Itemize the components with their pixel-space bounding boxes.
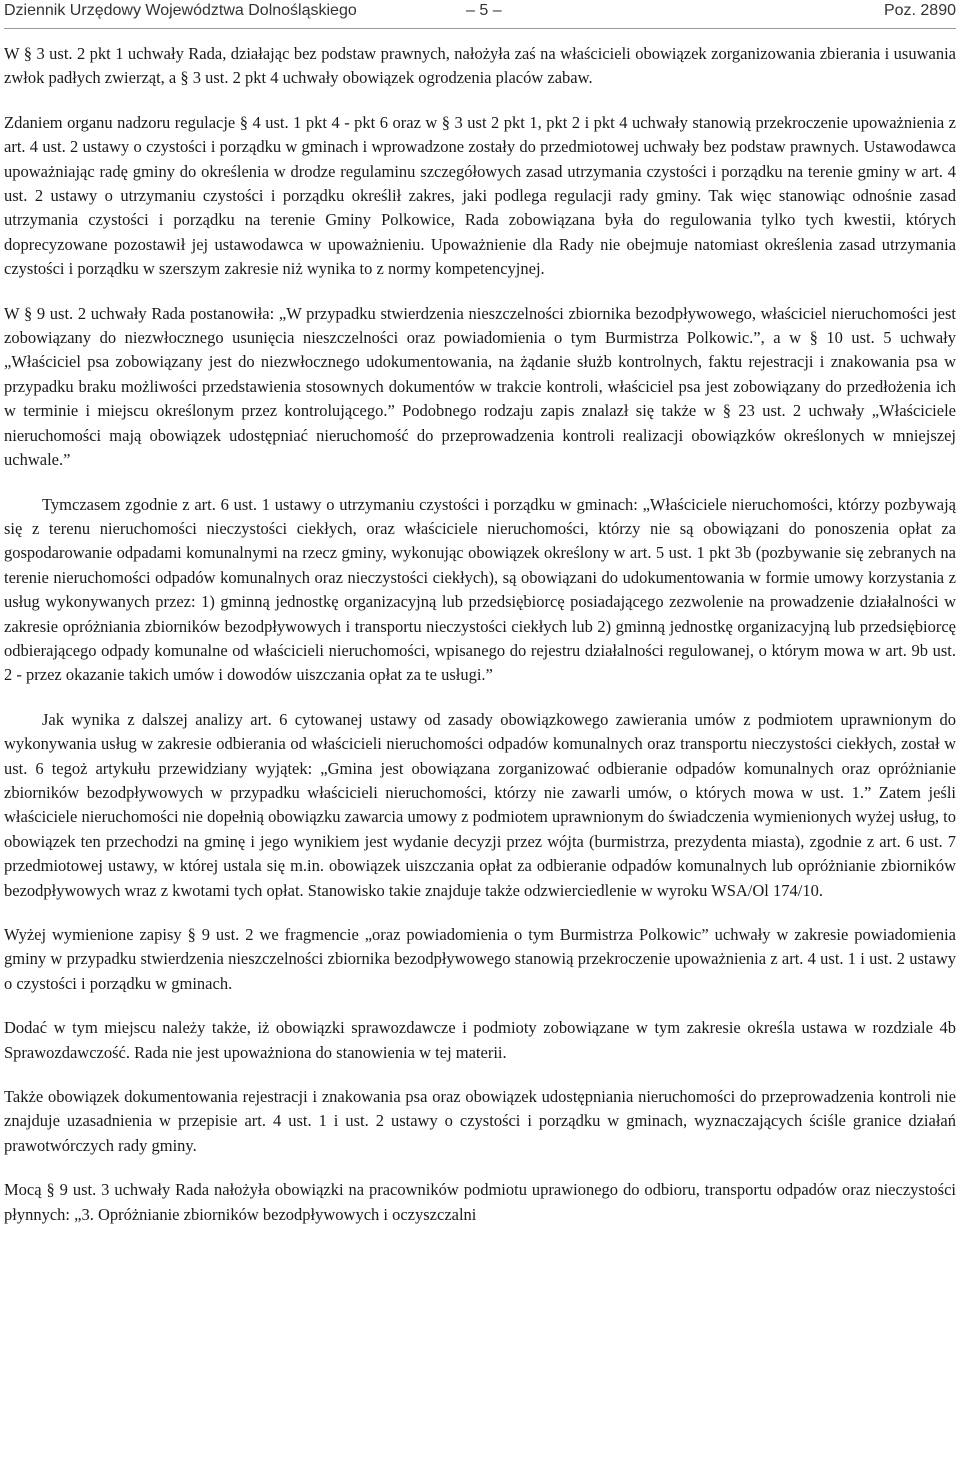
page-number: – 5 –: [466, 2, 502, 19]
paragraph: Mocą § 9 ust. 3 uchwały Rada nałożyła obowiązki na pracowników podmiotu uprawionego do odbioru, transportu odpadów oraz nieczystości płynnych: „3. Opróżnianie zbiorników bezodpływowych i oczyszczalni: [4, 1180, 956, 1224]
position-number: Poz. 2890: [883, 2, 956, 19]
paragraph: Wyżej wymienione zapisy § 9 ust. 2 we fragmencie „oraz powiadomienia o tym Burmistrza Polkowic” uchwały w zakresie powiadomienia gminy w przypadku stwierdzenia nieszczelności zbiornika bezodpływowego stanowią przekroczenie upoważnienia z art. 4 ust. 1 i ust. 2 ustawy o czystości i porządku w gminach.: [4, 925, 956, 993]
paragraph: W § 9 ust. 2 uchwały Rada postanowiła: „W przypadku stwierdzenia nieszczelności zbiornika bezodpływowego, właściciel nieruchomości jest zobowiązany do niezwłocznego usunięcia nieszczelności oraz powiadomienia o tym Burmistrza Polkowic.”, a w § 10 ust. 5 uchwały „Właściciel psa zobowiązany jest do niezwłocznego udokumentowania, na żądanie służb kontrolnych, faktu rejestracji i znakowania psa w przypadku braku możliwości przedstawienia stosownych dokumentów w trakcie kontroli, właściciel psa jest zobowiązany do przedłożenia ich w terminie i miejscu określonym przez kontrolującego.” Podobnego rodzaju zapis znalazł się także w § 23 ust. 2 uchwały „Właściciele nieruchomości mają obowiązek udostępniać nieruchomość do przeprowadzenia kontroli realizacji obowiązków określonych w mniejszej uchwale.”: [4, 303, 956, 470]
journal-title: Dziennik Urzędowy Województwa Dolnośląskiego: [4, 2, 357, 19]
paragraph: Jak wynika z dalszej analizy art. 6 cytowanej ustawy od zasady obowiązkowego zawierania umów z podmiotem uprawnionym do wykonywania usług w zakresie odbierania od właścicieli nieruchomości odpadów komunalnych oraz transportu nieczystości ciekłych, został w ust. 6 tegoż artykułu przewidziany wyjątek: „Gmina jest obowiązana zorganizować odbieranie odpadów komunalnych oraz opróżnianie zbiorników bezodpływowych w przypadku właścicieli nieruchomości, którzy nie zawarli umów, o których mowa w ust. 1.” Zatem jeśli właściciele nieruchomości nie dopełnią obowiązku zawarcia umowy z podmiotem uprawnionym do świadczenia wymienionych wyżej usług, to obowiązek ten przechodzi na gminę i jego wynikiem jest wydanie decyzji przez wójta (burmistrza, prezydenta miasta), zgodnie z art. 6 ust. 7 przedmiotowej ustawy, w której ustala się m.in. obowiązek uiszczania opłat za odbieranie odpadów komunalnych lub opróżnianie zbiorników bezodpływowych wraz z kwotami tych opłat. Stanowisko takie znajduje także odzwierciedlenie w wyroku WSA/Ol 174/10.: [4, 709, 956, 900]
document-body: [4, 42, 956, 1247]
paragraph: Zdaniem organu nadzoru regulacje § 4 ust. 1 pkt 4 - pkt 6 oraz w § 3 ust 2 pkt 1, pkt 2 i pkt 4 uchwały stanowią przekroczenie upoważnienia z art. 4 ust. 2 ustawy o czystości i porządku w gminach i wprowadzone zostały do przedmiotowej uchwały bez podstaw prawnych. Ustawodawca upoważniając radę gminy do określenia w drodze regulaminu szczegółowych zasad utrzymania czystości i porządku na terenie gminy w art. 4 ust. 2 ustawy o utrzymaniu czystości i porządku określił zakres, jaki podlega regulacji rady gminy. Tak więc stanowiąc odnośnie zasad utrzymania czystości i porządku na terenie Gminy Polkowice, Rada zobowiązana była do regulowania tylko tych kwestii, których doprecyzowane pozostawił jej ustawodawca w upoważnieniu. Upoważnienie dla Rady nie obejmuje natomiast określenia zasad utrzymania czystości i porządku w szerszym zakresie niż wynika to z normy kompetencyjnej.: [4, 112, 956, 279]
paragraph: Dodać w tym miejscu należy także, iż obowiązki sprawozdawcze i podmioty zobowiązane w tym zakresie określa ustawa w rozdziale 4b Sprawozdawczość. Rada nie jest upoważniona do stanowienia w tej materii.: [4, 1018, 956, 1062]
paragraph: Tymczasem zgodnie z art. 6 ust. 1 ustawy o utrzymaniu czystości i porządku w gminach: „Właściciele nieruchomości, którzy pozbywają się z terenu nieruchomości nieczystości ciekłych, oraz właściciele nieruchomości, którzy nie są obowiązani do ponoszenia opłat za gospodarowanie odpadami komunalnymi na rzecz gminy, wykonując obowiązek określony w art. 5 ust. 1 pkt 3b (pozbywanie się zebranych na terenie nieruchomości odpadów komunalnych oraz nieczystości ciekłych), są obowiązani do udokumentowania w formie umowy korzystania z usług wykonywanych przez: 1) gminną jednostkę organizacyjną lub przedsiębiorcę posiadającego zezwolenie na prowadzenie działalności w zakresie opróżniania zbiorników bezodpływowych i transportu nieczystości ciekłych lub 2) gminną jednostkę organizacyjną lub przedsiębiorcę odbierającego odpady komunalne od właścicieli nieruchomości, wpisanego do rejestru działalności regulowanej, o którym mowa w art. 9b ust. 2 - przez okazanie takich umów i dowodów uiszczania opłat za te usługi.”: [4, 494, 956, 685]
paragraph: Także obowiązek dokumentowania rejestracji i znakowania psa oraz obowiązek udostępniania nieruchomości do przeprowadzenia kontroli nie znajduje uzasadnienia w przepisie art. 4 ust. 1 i ust. 2 ustawy o czystości i porządku w gminach, wyznaczających ściśle granice działań prawotwórczych rady gminy.: [4, 1087, 956, 1155]
page-header: [4, 0, 956, 29]
paragraph: W § 3 ust. 2 pkt 1 uchwały Rada, działając bez podstaw prawnych, nałożyła zaś na właścicieli obowiązek zorganizowania zbierania i usuwania zwłok padłych zwierząt, a § 3 ust. 2 pkt 4 uchwały obowiązek ogrodzenia placów zabaw.: [4, 44, 956, 88]
